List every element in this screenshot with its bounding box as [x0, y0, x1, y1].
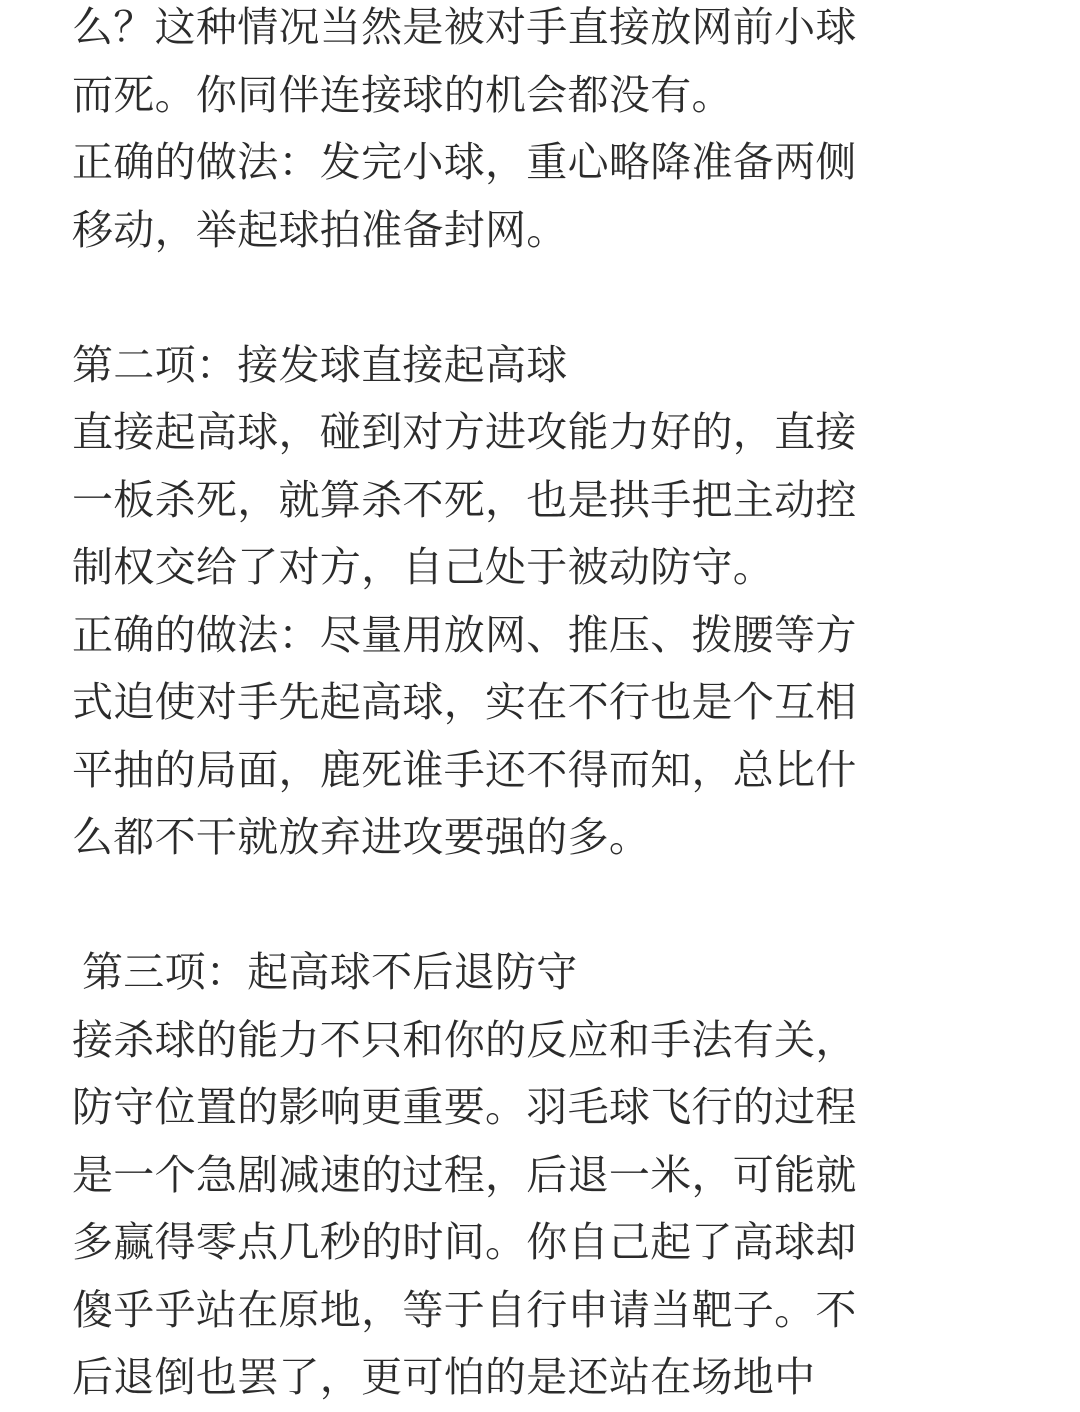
- text-line: 是一个急剧减速的过程，后退一米，可能就: [72, 1150, 857, 1199]
- text-line: 正确的做法：发完小球，重心略降准备两侧: [72, 138, 857, 186]
- section-heading-2: 第二项：接发球直接起高球: [72, 340, 568, 389]
- text-line: 防守位置的影响更重要。羽毛球飞行的过程: [72, 1083, 857, 1131]
- text-line: 平抽的局面，鹿死谁手还不得而知，总比什: [72, 745, 857, 794]
- text-line: 多赢得零点几秒的时间。你自己起了高球却: [72, 1218, 857, 1266]
- text-line: 直接起高球，碰到对方进攻能力好的，直接: [72, 408, 857, 456]
- text-line: 接杀球的能力不只和你的反应和手法有关，: [72, 1015, 857, 1064]
- text-line: 移动，举起球拍准备封网。: [72, 205, 568, 254]
- paragraph-spacer: [72, 872, 1002, 940]
- text-line: 么？这种情况当然是被对手直接放网前小球: [72, 3, 857, 51]
- paragraph-spacer: [72, 264, 1002, 332]
- text-line: 而死。你同伴连接球的机会都没有。: [72, 70, 733, 119]
- text-line: 正确的做法：尽量用放网、推压、拨腰等方: [72, 610, 857, 659]
- text-line: 式迫使对手先起高球，实在不行也是个互相: [72, 678, 857, 726]
- text-line: 一板杀死，就算杀不死，也是拱手把主动控: [72, 475, 857, 524]
- section-heading-3: 第三项：起高球不后退防守: [82, 948, 578, 996]
- text-line: 傻乎乎站在原地，等于自行申请当靶子。不: [72, 1285, 857, 1334]
- text-line: 制权交给了对方，自己处于被动防守。: [72, 543, 775, 591]
- article-body: [72, 0, 1002, 1412]
- text-line: 后退倒也罢了，更可怕的是还站在场地中: [72, 1353, 816, 1401]
- text-line: 么都不干就放弃进攻要强的多。: [72, 813, 651, 861]
